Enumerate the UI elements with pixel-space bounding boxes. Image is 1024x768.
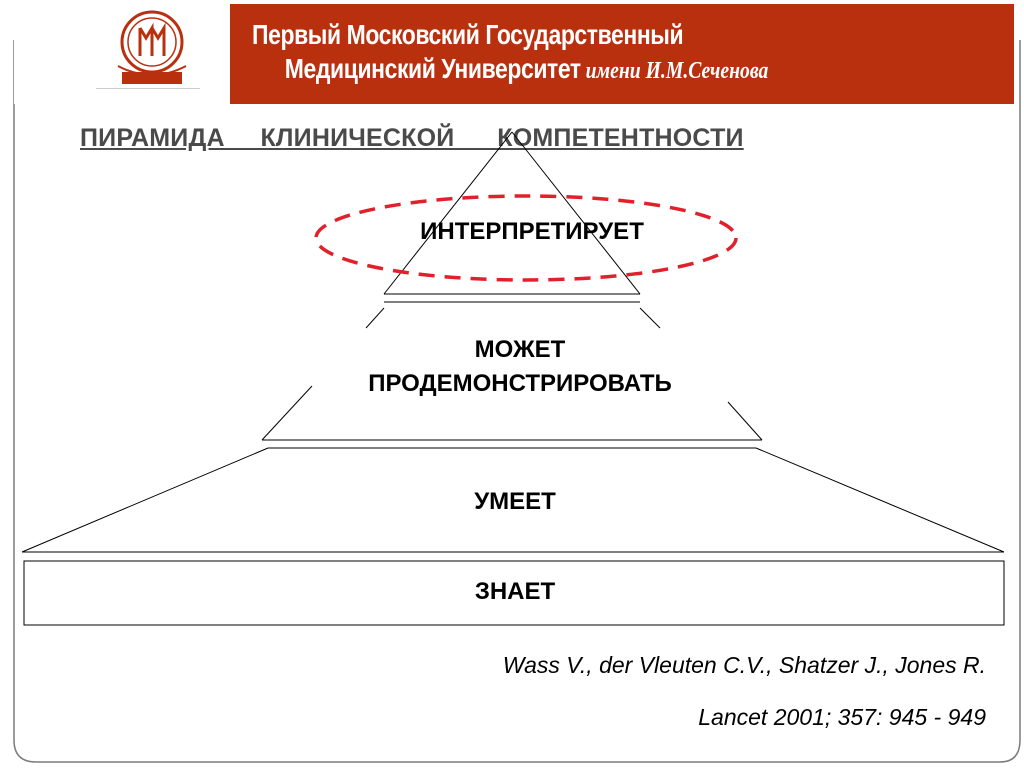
slide-title: ПИРАМИДА КЛИНИЧЕСКОЙ КОМПЕТЕНТНОСТИ (80, 124, 744, 152)
level-knows-label: ЗНАЕТ (474, 578, 556, 605)
level-knows-how-label: УМЕЕТ (474, 488, 556, 515)
level-can-demonstrate-label-line2: ПРОДЕМОНСТРИРОВАТЬ (368, 370, 672, 397)
level-interprets-label: ИНТЕРПРЕТИРУЕТ (420, 218, 644, 245)
reference-authors: Wass V., der Vleuten C.V., Shatzer J., Jones R. (502, 652, 986, 678)
university-name-line1: Первый Московский Государственный (252, 19, 684, 50)
university-name-suffix: имени И.М.Сеченова (585, 58, 769, 84)
level-can-demonstrate-label-line1: МОЖЕТ (474, 336, 566, 363)
reference-citation: Lancet 2001; 357: 945 - 949 (698, 704, 986, 730)
pyramid-level-top (384, 132, 640, 294)
university-name-main: Медицинский Университет (284, 53, 581, 84)
